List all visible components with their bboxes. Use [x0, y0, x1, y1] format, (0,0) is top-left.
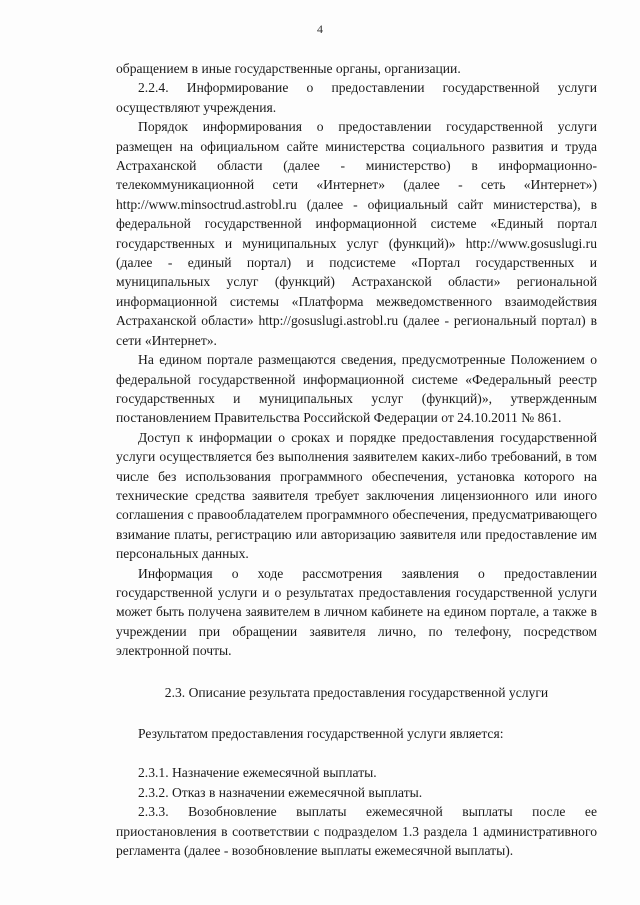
page-number: 4: [317, 22, 323, 36]
paragraph-access-info: Доступ к информации о сроках и порядке предоставления государственной услуги осуществляется без выполнения заявителем каких-либо требований, в том числе без использования программного обеспечения, установка которого на технические средства заявителя требует заключения лицензионного или иного соглашения с правообладателем программного обеспечения, предусматривающего взимание платы, регистрацию или авторизацию заявителя или предоставление им персональных данных.: [116, 429, 597, 562]
section-heading: 2.3. Описание результата предоставления государственной услуги: [164, 684, 549, 700]
paragraph-application-status: Информация о ходе рассмотрения заявления о предоставлении государственной услуги и о результатах предоставления государственной услуги может быть получена заявителем в личном кабинете на едином портале, а также в учреждении при обращении заявителя лично, по телефону, посредством электронной почты.: [116, 565, 597, 659]
paragraph-unified-portal: На едином портале размещаются сведения, предусмотренные Положением о федеральной государственной информационной системе «Федеральный реестр государственных и муниципальных услуг (функций)», утвержденным постановлением Правительства Российской Федерации от 24.10.2011 № 861.: [116, 352, 597, 426]
result-intro: Результатом предоставления государственной услуги является:: [138, 726, 504, 741]
paragraph-continuation: обращением в иные государственные органы, организации.: [116, 61, 461, 76]
result-item: 2.3.1. Назначение ежемесячной выплаты.: [138, 765, 377, 781]
paragraph-information-order: Порядок информирования о предоставлении государственной услуги размещен на официальном сайте министерства социального развития и труда Астраханской области (далее - министерство) в информационно-телекоммуникационной сети «Интернет» (далее - сеть «Интернет») http://www.minsoctrud.astrobl.ru (далее - официальный сайт министерства), в федеральной государственной информационной системе «Единый портал государственных и муниципальных услуг (функций)» http://www.gosuslugi.ru (далее - единый портал) и подсистеме «Портал государственных и муниципальных услуг (функций) Астраханской области» региональной информационной системы «Платформа межведомственного взаимодействия Астраханской области» http://gosuslugi.astrobl.ru (далее - региональный портал) в сети «Интернет».: [116, 119, 597, 348]
result-item: 2.3.2. Отказ в назначении ежемесячной выплаты.: [138, 784, 423, 800]
paragraph-2-2-4: 2.2.4. Информирование о предоставлении государственной услуги осуществляют учреждения.: [116, 80, 597, 115]
document-body: [116, 59, 597, 860]
result-item: 2.3.3. Возобновление выплаты ежемесячной выплаты после ее приостановления в соответствии с подразделом 1.3 раздела 1 административного регламента (далее - возобновление выплаты ежемесячной выплаты).: [116, 804, 597, 859]
